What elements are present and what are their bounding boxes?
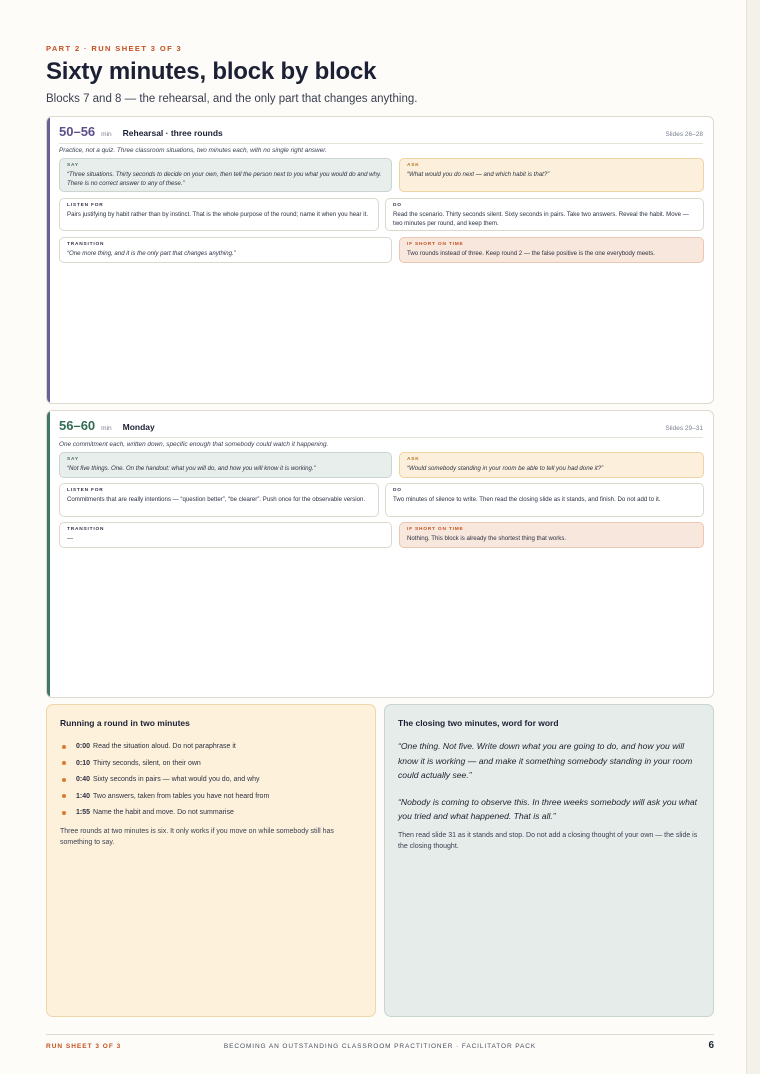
step-time: 0:10 [76, 759, 91, 767]
card-label: LISTEN FOR [67, 488, 104, 493]
step-text: Sixty seconds in pairs — what would you do, and why [93, 776, 260, 783]
card-label: LISTEN FOR [67, 203, 104, 208]
page-title: Sixty minutes, block by block [46, 58, 377, 85]
short-on-time-text: Two rounds instead of three. Keep round 2 — the false positive is the one everybody meets. [407, 249, 655, 257]
card-label: SAY [67, 163, 79, 168]
footer-title: BECOMING AN OUTSTANDING CLASSROOM PRACTITIONER · FACILITATOR PACK [223, 1043, 537, 1050]
say-card [59, 158, 392, 192]
say-text: “Not five things. One. On the handout: what you will do, and how you will know it is working.” [67, 464, 316, 472]
listen-for-text: Pairs justifying by habit rather than by instinct. That is the whole purpose of the round; name it when you hear it. [67, 210, 369, 218]
list-item [60, 743, 362, 750]
do-text: Two minutes of silence to write. Then read the closing slide as it stands, and finish. Do not add to it. [393, 495, 661, 503]
do-text: Read the scenario. Thirty seconds silent. Sixty seconds in pairs. Take two answers. Reveal the habit. Move — two minutes per round, and keep them. [393, 210, 689, 227]
ask-text: “What would you do next — and which habit is that?” [407, 170, 550, 178]
listen-for-text: Commitments that are really intentions — “question better”, “be clearer”. Push once for the observable version. [67, 495, 366, 503]
block-description: Practice, not a quiz. Three classroom situations, two minutes each, with no single right answer. [59, 147, 327, 154]
block-monday [46, 410, 714, 698]
listen-for-card [59, 198, 379, 231]
ask-card [399, 158, 704, 192]
bullet-dot-icon [62, 761, 66, 765]
list-item [60, 760, 362, 767]
block-accent-bar [47, 411, 50, 697]
list-item [60, 793, 362, 800]
listen-for-card [59, 483, 379, 517]
say-card [59, 452, 392, 478]
transition-card [59, 237, 392, 263]
panel-note: Then read slide 31 as it stands and stop. Do not add a closing thought of your own — the slide is the closing thought. [398, 832, 698, 851]
transition-text: “One more thing, and it is the only part that changes anything.” [67, 249, 236, 257]
short-on-time-card [399, 237, 704, 263]
bullet-dot-icon [62, 811, 66, 815]
do-card [385, 483, 704, 517]
list-item [60, 809, 362, 816]
say-text: “Three situations. Thirty seconds to decide on your own, then tell the person next to you what you would do and why. There is no correct answer to any of these.” [67, 170, 382, 187]
panel-title: Running a round in two minutes [60, 718, 190, 728]
panel-note: Three rounds at two minutes is six. It only works if you move on while somebody still has something to say. [60, 827, 334, 846]
step-text: Two answers, taken from tables you have not heard from [93, 792, 270, 800]
block-slides: Slides 26–28 [665, 131, 703, 138]
closing-panel [384, 704, 714, 1017]
closing-quote: “One thing. Not five. Write down what you are going to do, and how you will know it is working — and make it something somebody standing in your room could actually see.” [398, 741, 693, 781]
panel-title: The closing two minutes, word for word [398, 718, 559, 728]
step-time: 1:40 [76, 792, 91, 800]
eyebrow: PART 2 · RUN SHEET 3 OF 3 [46, 44, 183, 53]
step-text: Read the situation aloud. Do not paraphrase it [93, 743, 236, 750]
card-label: IF SHORT ON TIME [407, 242, 464, 247]
block-name: Monday [122, 422, 155, 432]
block-accent-bar [47, 117, 50, 403]
block-description: One commitment each, written down, specific enough that somebody could watch it happening. [59, 441, 329, 448]
list-item [60, 776, 362, 783]
step-time: 1:55 [76, 809, 91, 816]
step-time: 0:40 [76, 776, 91, 783]
block-unit: min [101, 131, 112, 138]
page-subtitle: Blocks 7 and 8 — the rehearsal, and the only part that changes anything. [46, 93, 418, 105]
do-card [385, 198, 704, 231]
block-header [59, 124, 703, 142]
card-label: DO [393, 203, 402, 208]
bullet-dot-icon [62, 745, 66, 749]
card-label: IF SHORT ON TIME [407, 527, 464, 532]
page-edge [746, 0, 760, 1074]
divider [59, 143, 703, 144]
card-label: ASK [407, 457, 420, 462]
transition-text: — [67, 534, 74, 542]
footer-section: RUN SHEET 3 OF 3 [46, 1043, 122, 1050]
ask-text: “Would somebody standing in your room be able to tell you had done it?” [407, 464, 604, 472]
divider [59, 437, 703, 438]
round-panel [46, 704, 376, 1017]
card-label: ASK [407, 163, 420, 168]
step-text: Name the habit and move. Do not summarise [93, 809, 234, 816]
block-time: 56–60 [59, 418, 96, 433]
short-on-time-text: Nothing. This block is already the shortest thing that works. [407, 534, 567, 542]
step-text: Thirty seconds, silent, on their own [93, 759, 201, 767]
block-name: Rehearsal · three rounds [122, 128, 223, 138]
ask-card [399, 452, 704, 478]
block-time: 50–56 [59, 124, 96, 139]
block-rehearsal [46, 116, 714, 404]
page-number: 6 [708, 1040, 714, 1051]
card-label: TRANSITION [67, 242, 105, 247]
short-on-time-card [399, 522, 704, 548]
card-label: TRANSITION [67, 527, 105, 532]
block-slides: Slides 29–31 [665, 425, 703, 432]
bullet-dot-icon [62, 794, 66, 798]
bullet-dot-icon [62, 778, 66, 782]
card-label: SAY [67, 457, 79, 462]
card-label: DO [393, 488, 402, 493]
footer-divider [46, 1034, 714, 1035]
step-time: 0:00 [76, 743, 91, 750]
closing-quote: “Nobody is coming to observe this. In three weeks somebody will ask you what you tried and what happened. That is all.” [398, 796, 698, 822]
block-header [59, 418, 703, 436]
transition-card [59, 522, 392, 548]
block-unit: min [101, 425, 112, 432]
